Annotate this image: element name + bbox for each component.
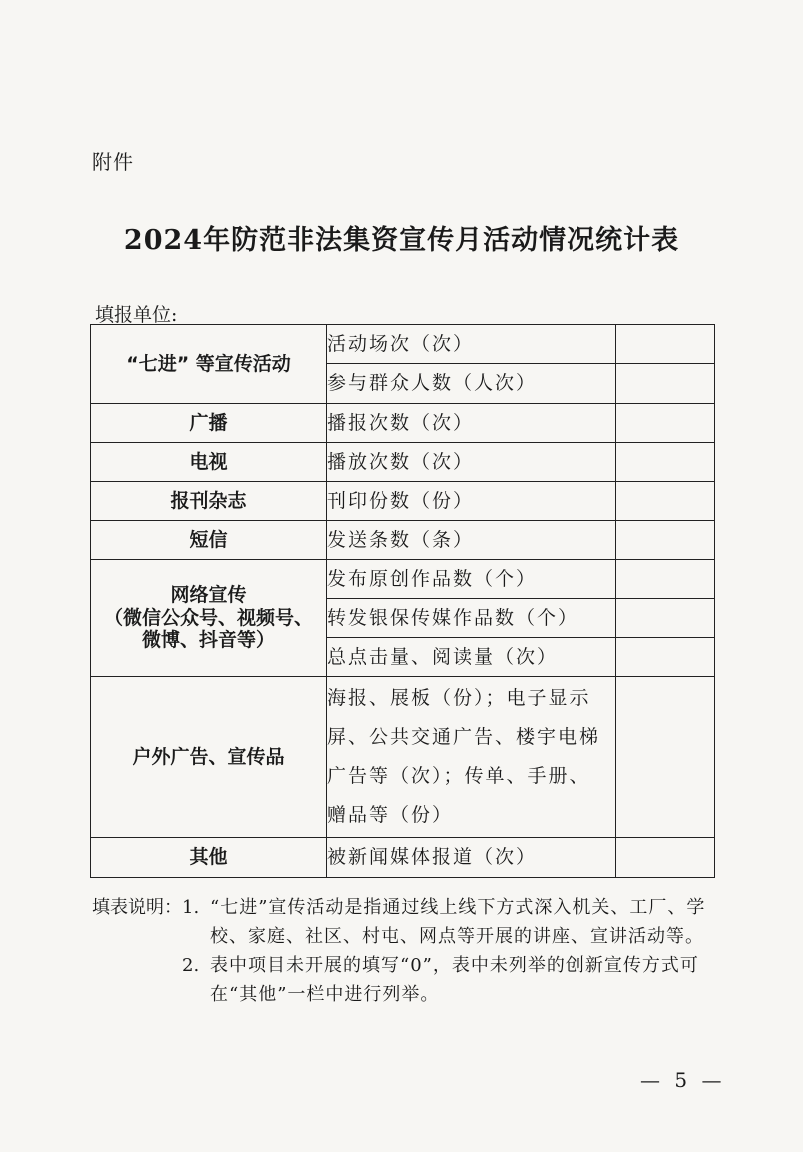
value-cell[interactable] — [616, 443, 715, 482]
note-text: “七进”宣传活动是指通过线上线下方式深入机关、工厂、学校、家庭、社区、村屯、网点等开展的讲座、宣讲活动等。 — [210, 897, 706, 947]
table-row — [91, 838, 715, 878]
metric-cell: 被新闻媒体报道（次） — [327, 838, 616, 878]
value-cell[interactable] — [616, 482, 715, 521]
table-row — [91, 404, 715, 443]
metric-cell — [327, 677, 616, 838]
table-row — [91, 521, 715, 560]
statistics-table — [90, 324, 715, 878]
notes-section — [92, 893, 732, 1009]
value-cell[interactable] — [616, 560, 715, 599]
metric-cell: 刊印份数（份） — [327, 482, 616, 521]
category-cell: 电视 — [91, 443, 327, 482]
metric-cell: 总点击量、阅读量（次） — [327, 638, 616, 677]
value-cell[interactable] — [616, 404, 715, 443]
category-line: 微博、抖音等） — [141, 629, 275, 652]
notes-label: 填表说明： — [92, 897, 182, 918]
category-cell: “七进” 等宣传活动 — [91, 325, 327, 404]
metric-cell: 播报次数（次） — [327, 404, 616, 443]
value-cell[interactable] — [616, 325, 715, 364]
metric-line: 赠品等（份） — [327, 804, 454, 826]
metric-cell: 播放次数（次） — [327, 443, 616, 482]
table-row — [91, 677, 715, 838]
category-line: （微信公众号、视频号、 — [103, 606, 313, 629]
value-cell[interactable] — [616, 521, 715, 560]
table-row — [91, 560, 715, 599]
value-cell[interactable] — [616, 638, 715, 677]
note-number: 1. — [182, 897, 200, 918]
value-cell[interactable] — [616, 364, 715, 404]
value-cell[interactable] — [616, 677, 715, 838]
metric-cell: 转发银保传媒作品数（个） — [327, 599, 616, 638]
category-cell: 短信 — [91, 521, 327, 560]
page-number: — 5 — — [640, 1068, 726, 1092]
metric-cell: 活动场次（次） — [327, 325, 616, 364]
metric-cell: 发布原创作品数（个） — [327, 560, 616, 599]
metric-line: 广告等（次）；传单、手册、 — [327, 765, 591, 787]
note-number: 2. — [182, 955, 200, 976]
metric-line: 屏、公共交通广告、楼宇电梯 — [327, 726, 601, 748]
category-line: 网络宣传 — [170, 583, 247, 606]
document-title: 2024年防范非法集资宣传月活动情况统计表 — [123, 225, 680, 256]
value-cell[interactable] — [616, 838, 715, 878]
table-row — [91, 443, 715, 482]
metric-cell: 参与群众人数（人次） — [327, 364, 616, 404]
note-item — [92, 893, 732, 951]
category-cell: 报刊杂志 — [91, 482, 327, 521]
category-cell: 户外广告、宣传品 — [91, 677, 327, 838]
metric-line: 海报、展板（份）；电子显示 — [327, 687, 591, 709]
reporting-unit-label: 填报单位: — [95, 304, 178, 326]
table-row — [91, 482, 715, 521]
category-cell: 其他 — [91, 838, 327, 878]
table-row — [91, 325, 715, 364]
value-cell[interactable] — [616, 599, 715, 638]
category-cell — [91, 560, 327, 677]
category-cell: 广播 — [91, 404, 327, 443]
note-item — [92, 951, 732, 1009]
metric-cell: 发送条数（条） — [327, 521, 616, 560]
note-text: 表中项目未开展的填写“0”，表中未列举的创新宣传方式可在“其他”一栏中进行列举。 — [210, 955, 699, 1005]
attachment-label: 附件 — [92, 150, 134, 174]
